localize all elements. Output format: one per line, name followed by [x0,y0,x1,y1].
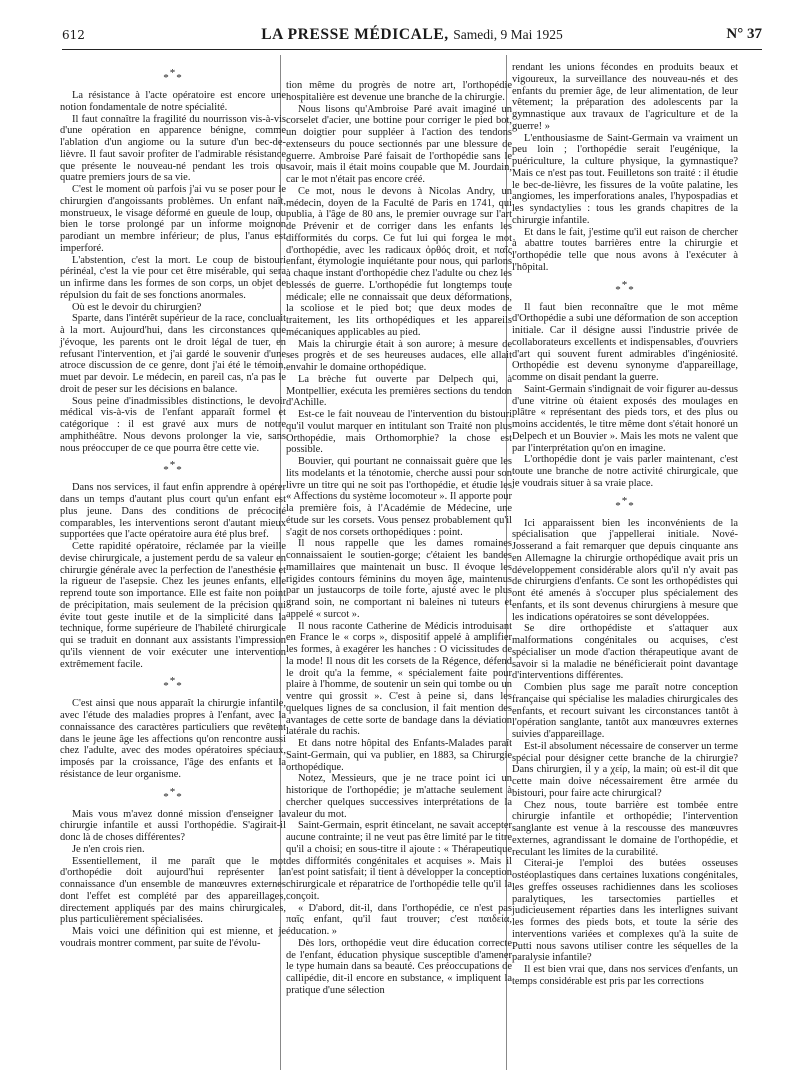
header-rule [62,49,762,50]
paragraph: Est-ce le fait nouveau de l'intervention du bistouri qu'il voulut marquer en intitulant son Traité non plus Orthopédie, mais Orthomorphie? la chose est possible. [286,409,512,456]
column-3 [512,62,738,988]
paragraph: La brèche fut ouverte par Delpech qui, à Montpellier, exécuta les premières sections du tendon d'Achille. [286,373,512,409]
section-separator: *** [163,785,183,803]
paragraph: « D'abord, dit-il, dans l'orthopédie, ce n'est pas παῖς enfant, qu'il faut trouver; c'est παιδεία, éducation. » [286,902,512,937]
section-separator: *** [163,459,183,477]
paragraph: Il faut connaître la fragilité du nourrisson vis-à-vis d'une opération en apparence bénigne, comme l'ablation d'un angiome ou la suture d'un bec-de-lièvre. Il faut savoir profiter de l'admirable résistance que présente le nouveau-né pendant les trois ou quatre premiers jours de sa vie. [60,113,286,184]
paragraph: tion même du progrès de notre art, l'orthopédie hospitalière est devenue une branche de la chirurgie. [286,80,512,103]
paragraph: Est-il absolument nécessaire de conserver un terme spécial pour désigner cette branche de la chirurgie? Dans chirurgien, il y a χείρ, la main; où est-il dit que cette main doive nécessairement être armée du bistouri, pour faire acte chirurgical? [512,740,738,799]
paragraph: Et dans le fait, j'estime qu'il eut raison de chercher à abattre toutes barrières entre la chirurgie et l'orthopédie telle que nous avons à l'exécuter à l'hôpital. [512,226,738,273]
issue-number: N° 37 [726,26,762,42]
page-number: 612 [62,28,85,42]
paragraph: Saint-Germain, esprit étincelant, ne savait accepter aucune contrainte; il ne veut pas être limité par le titre qu'il a choisi; en sous-titre il ajoute : « Thérapeutique des difformités congénitales et acquises ». Mais il n'est point satisfait; il tient à développer la conception chirurgicale et réparatrice de l'orthopédie telle qu'il la conçoit. [286,820,512,902]
issue-date: Samedi, 9 Mai 1925 [453,27,563,42]
page-header [62,26,762,46]
paragraph: Ce mot, nous le devons à Nicolas Andry, un médecin, doyen de la Faculté de Paris en 1741, qui publia, à l'âge de 80 ans, le premier ouvrage sur l'art de Prévenir et de corriger dans les enfants les difformités du corps. Ce fut lui qui forgea le mot d'orthopédie, avec les radicaux ὀρθός droit, et παῖς enfant, étymologie inquiétante pour nous, qui parlons à chaque instant d'orthopédie chez l'adulte ou chez les blessés de guerre. L'orthopédie fut longtemps toute médicale; elle ne connaissait que deux déformations, la scoliose et le pied bot; que deux modes de traitement, les lits orthopédiques et les appareils mécaniques applicables au pied. [286,185,512,338]
column-2 [286,80,512,997]
section-separator: *** [163,67,183,84]
paragraph: Et dans notre hôpital des Enfants-Malades paraît Saint-Germain, qui va publier, en 1883, sa Chirurgie orthopédique. [286,738,512,773]
section-separator: *** [163,675,183,693]
paragraph: Mais voici une définition qui est mienne, et je voudrais montrer comment, par suite de l'évolu- [60,926,286,949]
section-separator: *** [615,494,635,512]
paragraph: Notez, Messieurs, que je ne trace point ici un historique de l'orthopédie; je m'attache seulement à chercher quelques successives interprétations de la valeur du mot. [286,773,512,820]
paragraph: Bouvier, qui pourtant ne connaissait guère que les lits modelants et la ténotomie, cherche aussi pour son livre un titre qui ne soit pas l'orthopédie, et étudie les « Affections du système locomoteur ». Il apporte pour la première fois, à l'Académie de Médecine, une étude sur les corsets. Vous pensez probablement qu'il s'agit de nos corsets orthopédiques : point. [286,456,512,538]
masthead [62,26,762,44]
paragraph: Sparte, dans l'intérêt supérieur de la race, concluait à la mort. Aujourd'hui, dans les circonstances que j'évoque, les parents ont le droit légal de tuer, en refusant l'intervention, et j'ai gardé le souvenir d'une atroce discussion de ce genre, dont j'ai été le témoin, muet par devoir. Le médecin, en pareil cas, n'a pas le droit de peser sur les décisions en balance. [60,313,286,395]
paragraph: L'abstention, c'est la mort. Le coup de bistouri périnéal, c'est la vie pour cet être misérable, qui sera un infirme dans les formes de son corps, un objet de répulsion du fait de ses fonctions anormales. [60,254,286,301]
paragraph: Mais la chirurgie était à son aurore; à mesure de ses progrès et de ses heureuses audaces, elle allait envahir le domaine orthopédique. [286,338,512,373]
paragraph: Mais vous m'avez donné mission d'enseigner la chirurgie infantile et aussi l'orthopédie. S'agirait-il donc là de choses différentes? [60,808,286,843]
paragraph: C'est le moment où parfois j'ai vu se poser pour le chirurgien d'angoissants problèmes. Un enfant naît, monstrueux, le visage déformé en gueule de loup, ou bien le torse prolongé par un informe moignon parodiant un membre inférieur; de plus, l'anus est imperforé. [60,184,286,254]
paragraph: Il nous raconte Catherine de Médicis introduisant en France le « corps », dispositif appelé à amplifier les formes, à exagérer les hanches : O vicissitudes de la mode! Il nous dit les corsets de la Régence, défend le droit qu'a la femme, « spécialement faite pour plaire à l'homme, de soutenir un sein qui tombe ou un ventre qui grossit ». C'est à peine si, dans les quelques lignes de sa conclusion, il fait mention des avantages de cette sorte de bandage dans la déviation latérale du rachis. [286,620,512,738]
paragraph: Il nous rappelle que les dames romaines connaissaient le soutien-gorge; c'étaient les bandes mamillaires que maintenait un busc. Il évoque les rigides contours féminins du moyen âge, maintenus par un justaucorps de toile forte, ajusté avec le plus grand soin, ne comportant ni baleines ni tuteurs et appelé « surcot ». [286,538,512,620]
paragraph: rendant les unions fécondes en produits beaux et vigoureux, la surveillance des nouveau-nés et des enfants du premier âge, de leur alimentation, de leur vêtement; la préparation des adolescents par la gymnastique aux travaux de l'agriculture et de la guerre! » [512,62,738,132]
paragraph: Je n'en crois rien. [72,843,145,855]
column-1 [60,62,286,950]
paragraph: Cette rapidité opératoire, réclamée par la vieille devise chirurgicale, a justement perdu de sa valeur en chirurgie générale avec la perfection de l'anesthésie et la rigueur de l'asepsie. Chez les jeunes enfants, elle reprend toute son importance. Elle est faite non point de précipitation, mais seulement de la précision qui évite tout geste inutile et de la simplicité dans la technique, forme supérieure de l'habileté chirurgicale qui se traduit en donnant aux assistants l'impression qu'ils viennent de voir exécuter une intervention extrêmement facile. [60,541,286,670]
paragraph: Il faut bien reconnaître que le mot même d'Orthopédie a subi une déformation de son acception initiale. Car il désigne aussi l'industrie privée de collaborateurs excellents et indispensables, d'ouvriers d'art qui souvent furent admirables d'ingéniosité. Orthopédie est devenu synonyme d'appareillage, comme on disait pendant la guerre. [512,301,738,383]
paragraph: L'enthousiasme de Saint-Germain va vraiment un peu loin ; l'orthopédie serait l'eugénique, la puériculture, la culture physique, la gymnastique? Mais ce n'est pas tout. Feuilletons son traité : il étudie le bec-de-lièvre, les fissures de la voûte palatine, les angiomes, les imperforations anales, l'hypospadias et les syndactylies : tous les grands chapitres de la chirurgie infantile. [512,132,738,226]
paragraph: Sous peine d'inadmissibles distinctions, le devoir médical vis-à-vis de l'enfant apparaît formel et catégorique : il est gravé aux murs de notre amphithéâtre. Nous devons prolonger la vie, sans nous préoccuper de ce que pourra être cette vie. [60,395,286,454]
journal-title: LA PRESSE MÉDICALE, [261,26,449,43]
paragraph: Se dire orthopédiste et s'attaquer aux malformations congénitales ou acquises, c'est spécialiser un mode d'action thérapeutique avant de savoir si la maladie ne bénéficierait point davantage d'interventions différentes. [512,623,738,682]
paragraph: La résistance à l'acte opératoire est encore une notion fondamentale de notre spécialité. [60,90,286,113]
paragraph: Chez nous, toute barrière est tombée entre chirurgie infantile et orthopédie; l'intervention sanglante est venue à la rescousse des manœuvres externes, agrandissant le domaine de l'orthopédie, et reculant les limites de la curabilité. [512,799,738,858]
paragraph: Où est le devoir du chirurgien? [72,301,202,313]
paragraph: Saint-Germain s'indignait de voir figurer au-dessus d'une vitrine où étaient exposés des moulages en plâtre « représentant des pieds tors, et des plus ou moins accidentés, le titre même dont s'était honoré un Delpech et un Bouvier ». Mais les mots ne valent que par l'interprétation qu'on en imagine. [512,383,738,454]
paragraph: Dans nos services, il faut enfin apprendre à opérer dans un temps d'autant plus court qu'un enfant est plus jeune. Dans des conditions de précocité comparables, les interventions seront d'autant mieux supportées que l'acte opératoire aura été plus bref. [60,482,286,541]
paragraph: Dès lors, orthopédie veut dire éducation correcte de l'enfant, éducation physique susceptible d'amener le type humain dans sa beauté. Ces préoccupations de callipédie, dit-il encore en substance, « impliquent la pratique d'une sélection [286,937,512,996]
paragraph: L'orthopédie dont je vais parler maintenant, c'est toute une branche de notre activité chirurgicale, que je voudrais situer à sa vraie place. [512,454,738,489]
paragraph: Ici apparaissent bien les inconvénients de la spécialisation que j'appellerai initiale. Nové-Josserand a fait remarquer que depuis cinquante ans en Allemagne la chirurgie orthopédique avait pris un développement considérable alors qu'il n'y avait pas de chirurgiens d'enfants. Ce sont les orthopédistes qui ont été amenés à s'occuper plus spécialement des enfants, et ils sont devenus chirurgiens à mesure que les indications opératoires se sont développées. [512,517,738,623]
section-separator: *** [615,278,635,296]
paragraph: Il est bien vrai que, dans nos services d'enfants, un temps considérable est pris par les corrections [512,964,738,987]
paragraph: C'est ainsi que nous apparaît la chirurgie infantile, avec l'étude des maladies propres à l'enfant, avec la connaissance des caractères particuliers que revêtent dans le jeune âge les affections qu'on rencontre aussi chez l'adulte, avec des modes opératoires spéciaux, imposés par la croissance, l'âge des enfants et la résistance de leur organisme. [60,698,286,780]
paragraph: Combien plus sage me paraît notre conception française qui spécialise les maladies chirurgicales des enfants, et recourt suivant les circonstances tantôt à l'opération sanglante, tantôt aux manœuvres externes suivies d'appareillage. [512,682,738,740]
paragraph: Essentiellement, il me paraît que le mot d'orthopédie doit aujourd'hui représenter la connaissance d'un ensemble de manœuvres externes dont l'effet est complété par des appareillages, directement appliqués par des mains chirurgicales, plus particulièrement spécialisées. [60,855,286,926]
paragraph: Citerai-je l'emploi des butées osseuses ostéoplastiques dans certaines luxations congénitales, les greffes osseuses rachidiennes dans les scolioses paralytiques, les tarsectomies partielles et judicieusement réparties dans les interlignes suivant les formes des pieds bots, et toute la série des interventions variées et complexes qu'à la suite de Putti nous savons utiliser contre les séquelles de la paralysie infantile? [512,858,738,964]
paragraph: Nous lisons qu'Ambroise Paré avait imaginé un corselet d'acier, une bottine pour corriger le pied bot, un doigtier pour suppléer à l'action des tendons extenseurs du pouce sectionnés par une blessure de guerre. Ambroise Paré faisait de l'orthopédie sans le savoir, mais il était moins coupable que M. Jourdain, car le mot n'était pas encore créé. [286,103,512,185]
